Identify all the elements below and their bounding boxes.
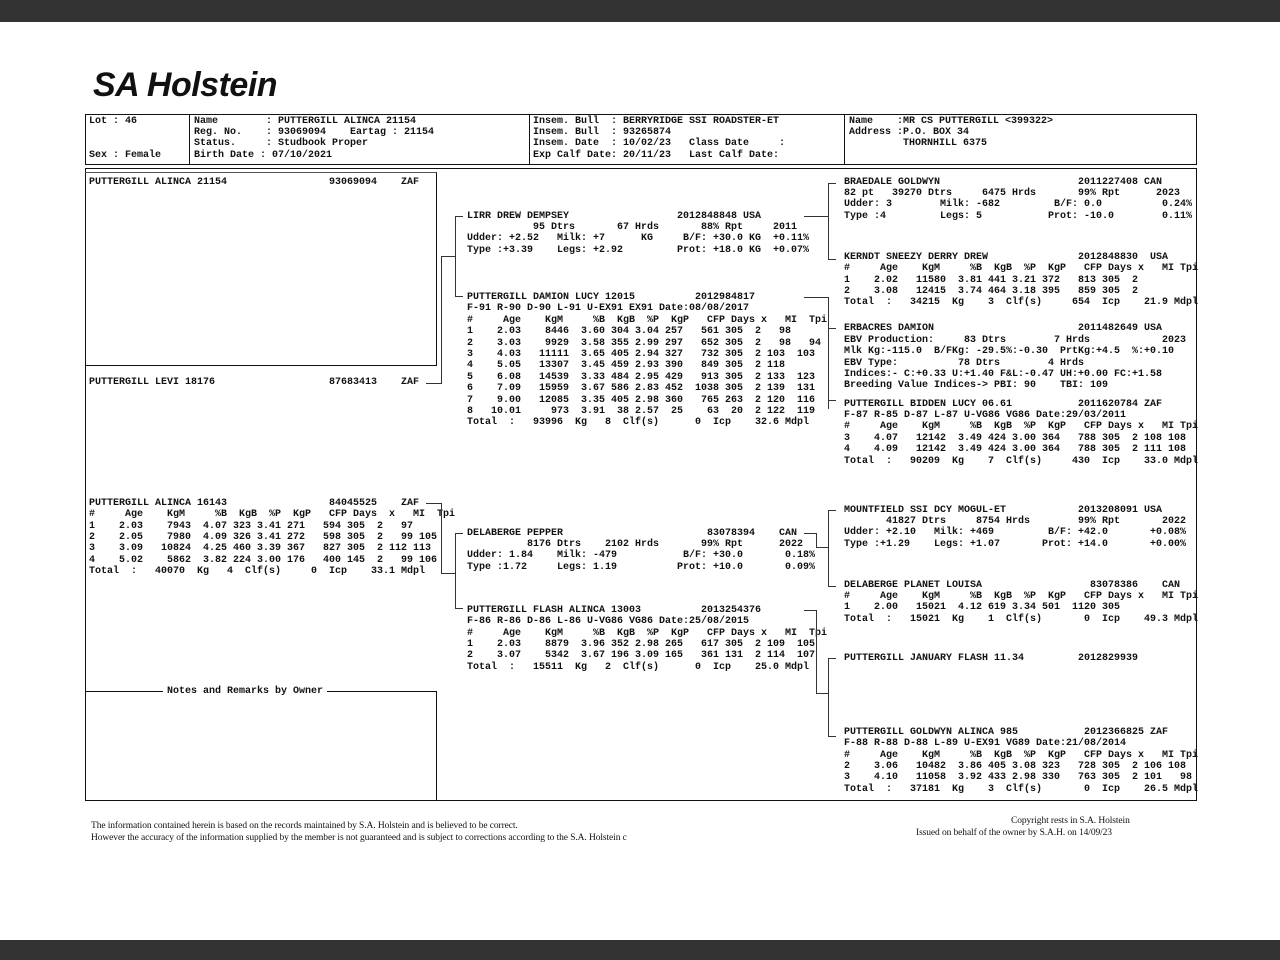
connector bbox=[816, 693, 828, 694]
connector bbox=[804, 216, 828, 217]
line: Total : 34215 Kg 3 Clf(s) 654 Icp 21.9 Mdpl bbox=[844, 297, 1199, 308]
line: 1 2.00 15021 4.12 619 3.34 501 1120 305 bbox=[844, 602, 1121, 613]
connector bbox=[455, 216, 463, 217]
line: Udder: +2.52 Milk: +7 KG B/F: +30.0 KG +0.11% bbox=[467, 233, 810, 244]
connector bbox=[455, 296, 463, 297]
copyright: Copyright rests in S.A. Holstein bbox=[1011, 816, 1130, 826]
line: PUTTERGILL GOLDWYN ALINCA 985 2012366825 ZAF bbox=[844, 727, 1169, 738]
connector bbox=[828, 586, 836, 587]
line: EBV Type: 78 Dtrs 4 Hrds bbox=[844, 358, 1085, 369]
line: 2 2.05 7980 4.09 326 3.41 272 598 305 2 99 105 bbox=[89, 532, 438, 543]
notes-box[interactable] bbox=[85, 691, 437, 801]
line: F-87 R-85 D-87 L-87 U-VG86 VG86 Date:29/03/2011 bbox=[844, 410, 1127, 421]
disclaimer-line-2: However the accuracy of the information supplied by the member is not guaranteed and is subject to corrections according to the S.A. Holstein c bbox=[91, 833, 627, 843]
line: # Age KgM %B KgB %P KgP CFP Days x MI Tpi bbox=[844, 591, 1199, 602]
connector bbox=[828, 183, 829, 259]
line: 3 4.10 11058 3.92 433 2.98 330 763 305 2 101 98 bbox=[844, 772, 1193, 783]
issued-note: Issued on behalf of the owner by S.A.H. on 14/09/23 bbox=[916, 828, 1112, 838]
line: # Age KgM %B KgB %P KgP CFP Days x MI Tpi bbox=[89, 509, 456, 520]
line: # Age KgM %B KgB %P KgP CFP Days x MI Tpi bbox=[844, 263, 1199, 274]
connector bbox=[804, 533, 816, 534]
divider bbox=[189, 114, 190, 165]
pedigree-sire: PUTTERGILL LEVI 18176 87683413 ZAF bbox=[89, 377, 420, 388]
connector bbox=[828, 510, 836, 511]
connector bbox=[441, 503, 442, 573]
line: ERBACRES DAMION 2011482649 USA bbox=[844, 323, 1163, 334]
line: F-91 R-90 D-90 L-91 U-EX91 EX91 Date:08/08/2017 bbox=[467, 303, 750, 314]
line: PUTTERGILL FLASH ALINCA 13003 2013254376 bbox=[467, 605, 762, 616]
connector bbox=[455, 533, 463, 534]
line: MOUNTFIELD SSI DCY MOGUL-ET 2013208091 USA bbox=[844, 505, 1163, 516]
line: 4 5.05 13307 3.45 459 2.93 390 849 305 2 118 bbox=[467, 360, 786, 371]
connector bbox=[828, 658, 829, 736]
line: # Age KgM %B KgB %P KgP CFP Days x MI Tpi bbox=[467, 628, 828, 639]
owner-address-1: Address :P.O. BOX 34 bbox=[849, 127, 970, 138]
connector bbox=[828, 259, 836, 260]
line: 2 3.03 9929 3.58 355 2.99 297 652 305 2 98 94 bbox=[467, 338, 822, 349]
line: LIRR DREW DEMPSEY 2012848848 USA bbox=[467, 211, 762, 222]
line: Total : 15021 Kg 1 Clf(s) 0 Icp 49.3 Mdpl bbox=[844, 614, 1199, 625]
line: Total : 93996 Kg 8 Clf(s) 0 Icp 32.6 Mdpl bbox=[467, 417, 810, 428]
line: EBV Production: 83 Dtrs 7 Hrds 2023 bbox=[844, 335, 1187, 346]
disclaimer-line-1: The information contained herein is based on the records maintained by S.A. Holstein and is believed to be correct. bbox=[91, 821, 518, 831]
line: 2 3.07 5342 3.67 196 3.09 165 361 131 2 114 107 bbox=[467, 650, 816, 661]
line: 4 4.09 12142 3.49 424 3.00 364 788 305 2 111 108 bbox=[844, 444, 1187, 455]
line: 1 2.02 11580 3.81 441 3.21 372 813 305 2 bbox=[844, 275, 1139, 286]
connector bbox=[828, 400, 836, 401]
connector bbox=[426, 503, 441, 504]
connector bbox=[441, 256, 455, 257]
line: PUTTERGILL ALINCA 16143 84045525 ZAF bbox=[89, 498, 420, 509]
animal-birth-date: Birth Date : 07/10/2021 bbox=[194, 150, 333, 161]
line: Type :+1.29 Legs: +1.07 Prot: +14.0 +0.00% bbox=[844, 539, 1187, 550]
animal-reg-no: Reg. No. : 93069094 Eartag : 21154 bbox=[194, 127, 435, 138]
line: 3 4.03 11111 3.65 405 2.94 327 732 305 2 103 103 bbox=[467, 349, 816, 360]
line: Breeding Value Indices-> PBI: 90 TBI: 109 bbox=[844, 380, 1109, 391]
connector bbox=[828, 328, 836, 329]
connector bbox=[816, 533, 817, 547]
connector bbox=[828, 658, 836, 659]
connector bbox=[426, 383, 442, 384]
line: 2 3.08 12415 3.74 464 3.18 395 859 305 2 bbox=[844, 286, 1139, 297]
line: Type :+3.39 Legs: +2.92 Prot: +18.0 KG +0.07% bbox=[467, 245, 810, 256]
line: 2 3.06 10482 3.86 405 3.08 323 728 305 2 106 108 bbox=[844, 761, 1187, 772]
line: BRAEDALE GOLDWYN 2011227408 CAN bbox=[844, 177, 1163, 188]
owner-name: Name :MR CS PUTTERGILL <399322> bbox=[849, 116, 1054, 127]
notes-title: Notes and Remarks by Owner bbox=[163, 686, 327, 698]
connector bbox=[828, 510, 829, 586]
line: 5 6.08 14539 3.33 484 2.95 429 913 305 2 133 123 bbox=[467, 372, 816, 383]
line: 41827 Dtrs 8754 Hrds 99% Rpt 2022 bbox=[844, 516, 1187, 527]
connector bbox=[816, 610, 817, 693]
connector bbox=[455, 533, 456, 608]
line: DELABERGE PEPPER 83078394 CAN bbox=[467, 528, 798, 539]
connector bbox=[441, 256, 442, 384]
line: Mlk Kg:-115.0 B/FKg: -29.5%:-0.30 PrtKg:+4.5 %:+0.10 bbox=[844, 346, 1175, 357]
owner-address-2: THORNHILL 6375 bbox=[849, 138, 988, 149]
line: 8176 Dtrs 2102 Hrds 99% Rpt 2022 bbox=[467, 539, 804, 550]
line: 3 4.07 12142 3.49 424 3.00 364 788 305 2 108 108 bbox=[844, 433, 1187, 444]
line: KERNDT SNEEZY DERRY DREW 2012848830 USA bbox=[844, 252, 1169, 263]
insem-bull-name: Insem. Bull : BERRYRIDGE SSI ROADSTER-ET bbox=[533, 116, 780, 127]
line: Type :4 Legs: 5 Prot: -10.0 0.11% bbox=[844, 211, 1193, 222]
page-title: SA Holstein bbox=[93, 66, 278, 104]
line: # Age KgM %B KgB %P KgP CFP Days x MI Tpi bbox=[467, 315, 828, 326]
animal-name: Name : PUTTERGILL ALINCA 21154 bbox=[194, 116, 417, 127]
line: F-88 R-88 D-88 L-89 U-EX91 VG89 Date:21/08/2014 bbox=[844, 738, 1127, 749]
pedigree-animal: PUTTERGILL ALINCA 21154 93069094 ZAF bbox=[89, 177, 420, 188]
line: 1 2.03 8879 3.96 352 2.98 265 617 305 2 109 105 bbox=[467, 639, 816, 650]
insem-bull-number: Insem. Bull : 93265874 bbox=[533, 127, 672, 138]
sex-field: Sex : Female bbox=[89, 150, 162, 161]
line: Udder: 1.84 Milk: -479 B/F: +30.0 0.18% bbox=[467, 550, 816, 561]
connector bbox=[455, 216, 456, 296]
divider bbox=[844, 114, 845, 165]
divider bbox=[529, 114, 530, 165]
connector bbox=[804, 297, 828, 298]
line: 1 2.03 8446 3.60 304 3.04 257 561 305 2 98 bbox=[467, 326, 792, 337]
viewer-top-bar bbox=[0, 0, 1280, 22]
line: PUTTERGILL DAMION LUCY 12015 2012984817 bbox=[467, 292, 756, 303]
line: # Age KgM %B KgB %P KgP CFP Days x MI Tpi bbox=[844, 421, 1199, 432]
connector bbox=[455, 608, 463, 609]
line: 8 10.01 973 3.91 38 2.57 25 63 20 2 122 119 bbox=[467, 406, 816, 417]
connector bbox=[828, 183, 836, 184]
line: PUTTERGILL JANUARY FLASH 11.34 2012829939 bbox=[844, 653, 1139, 664]
insem-date: Insem. Date : 10/02/23 Class Date : bbox=[533, 138, 786, 149]
line: 6 7.09 15959 3.67 586 2.83 452 1038 305 2 139 131 bbox=[467, 383, 816, 394]
line: Udder: +2.10 Milk: +469 B/F: +42.0 +0.08% bbox=[844, 527, 1187, 538]
line: Udder: 3 Milk: -682 B/F: 0.0 0.24% bbox=[844, 199, 1193, 210]
line: Total : 37181 Kg 3 Clf(s) 0 Icp 26.5 Mdpl bbox=[844, 784, 1199, 795]
line: Total : 90209 Kg 7 Clf(s) 430 Icp 33.0 Mdpl bbox=[844, 456, 1199, 467]
line: Type :1.72 Legs: 1.19 Prot: +10.0 0.09% bbox=[467, 562, 816, 573]
line: Total : 15511 Kg 2 Clf(s) 0 Icp 25.0 Mdpl bbox=[467, 662, 810, 673]
connector bbox=[804, 610, 816, 611]
line: # Age KgM %B KgB %P KgP CFP Days x MI Tpi bbox=[844, 750, 1199, 761]
line: Indices:- C:+0.33 U:+1.40 F&L:-0.47 UH:+0.00 FC:+1.58 bbox=[844, 369, 1163, 380]
line: PUTTERGILL BIDDEN LUCY 06.61 2011620784 ZAF bbox=[844, 399, 1163, 410]
connector bbox=[441, 573, 455, 574]
connector bbox=[828, 736, 836, 737]
line: 4 5.02 5862 3.82 224 3.00 176 400 145 2 99 106 bbox=[89, 555, 438, 566]
animal-status: Status. : Studbook Proper bbox=[194, 138, 369, 149]
line: 82 pt 39270 Dtrs 6475 Hrds 99% Rpt 2023 bbox=[844, 188, 1181, 199]
exp-calf-date: Exp Calf Date: 20/11/23 Last Calf Date: bbox=[533, 150, 780, 161]
viewer-bottom-bar bbox=[0, 940, 1280, 960]
line: 95 Dtrs 67 Hrds 88% Rpt 2011 bbox=[467, 222, 798, 233]
line: F-86 R-86 D-86 L-86 U-VG86 VG86 Date:25/08/2015 bbox=[467, 616, 750, 627]
connector bbox=[828, 297, 829, 409]
line: DELABERGE PLANET LOUISA 83078386 CAN bbox=[844, 580, 1181, 591]
connector bbox=[816, 547, 828, 548]
animal-box bbox=[85, 172, 437, 366]
line: 1 2.03 7943 4.07 323 3.41 271 594 305 2 97 bbox=[89, 521, 414, 532]
line: 7 9.00 12085 3.35 405 2.98 360 765 263 2 120 116 bbox=[467, 395, 816, 406]
lot-number: Lot : 46 bbox=[89, 116, 138, 127]
line: Total : 40070 Kg 4 Clf(s) 0 Icp 33.1 Mdpl bbox=[89, 566, 426, 577]
line: 3 3.09 10824 4.25 460 3.39 367 827 305 2 112 113 bbox=[89, 543, 432, 554]
